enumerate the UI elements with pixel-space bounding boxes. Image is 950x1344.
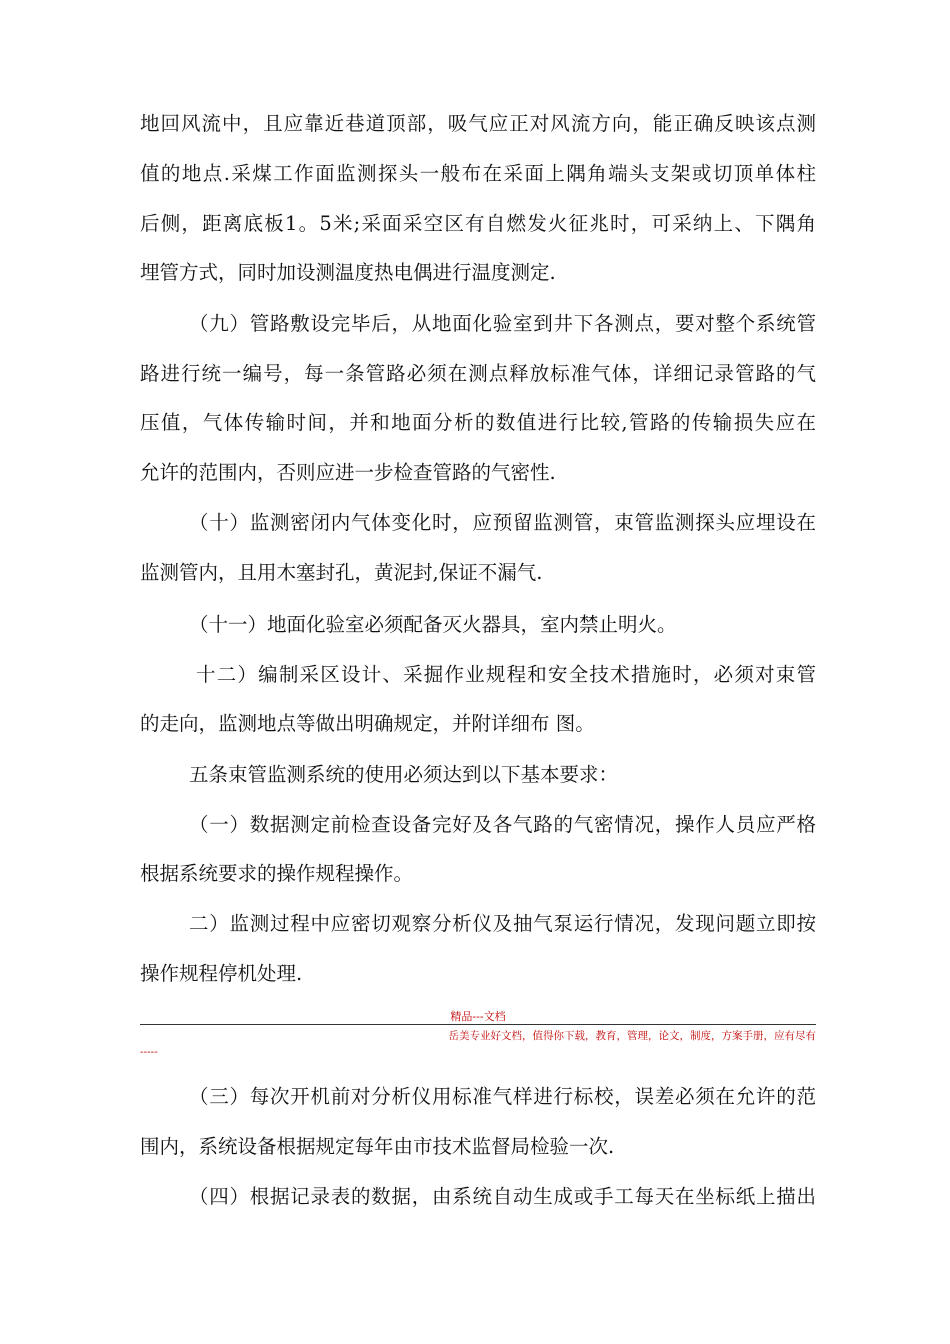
footer-divider bbox=[140, 1024, 816, 1025]
paragraph-line: 压值，气体传输时间，并和地面分析的数值进行比较,管路的传输损失应在 bbox=[140, 411, 816, 434]
paragraph-line: （一）数据测定前检查设备完好及各气路的气密情况，操作人员应严格 bbox=[189, 813, 816, 836]
paragraph-line: 围内，系统设备根据规定每年由市技术监督局检验一次. bbox=[140, 1135, 615, 1158]
paragraph-line: 的走向，监测地点等做出明确规定，并附详细布 图。 bbox=[140, 712, 595, 735]
paragraph-line: 值的地点.采煤工作面监测探头一般布在采面上隅角端头支架或切顶单体柱 bbox=[140, 162, 816, 185]
paragraph-line: 路进行统一编号，每一条管路必须在测点释放标准气体，详细记录管路的气 bbox=[140, 362, 816, 385]
paragraph-line: 允许的范围内，否则应进一步检查管路的气密性. bbox=[140, 461, 556, 484]
paragraph-line: 地回风流中，且应靠近巷道顶部，吸气应正对风流方向，能正确反映该点测 bbox=[140, 112, 816, 135]
paragraph-line: 操作规程停机处理. bbox=[140, 962, 303, 985]
paragraph-line: 二）监测过程中应密切观察分析仪及抽气泵运行情况，发现问题立即按 bbox=[189, 912, 816, 935]
paragraph-line: 后侧，距离底板1。5米;采面采空区有自燃发火征兆时，可采纳上、下隅角 bbox=[140, 212, 816, 235]
paragraph-line: （十）监测密闭内气体变化时，应预留监测管，束管监测探头应埋设在 bbox=[189, 511, 816, 534]
paragraph-line: 五条束管监测系统的使用必须达到以下基本要求： bbox=[189, 763, 619, 786]
paragraph-line: （三）每次开机前对分析仪用标准气样进行标校，误差必须在允许的范 bbox=[189, 1085, 816, 1108]
footer-note: 岳美专业好文档，值得你下载，教育，管理，论文，制度，方案手册，应有尽有 bbox=[448, 1030, 816, 1042]
paragraph-line: 根据系统要求的操作规程操作。 bbox=[140, 862, 414, 885]
paragraph-line: （四）根据记录表的数据，由系统自动生成或手工每天在坐标纸上描出 bbox=[189, 1185, 816, 1208]
footer-tail: ----- bbox=[140, 1046, 158, 1058]
paragraph-line: 十二）编制采区设计、采掘作业规程和安全技术措施时，必须对束管 bbox=[196, 663, 816, 686]
paragraph-line: （九）管路敷设完毕后，从地面化验室到井下各测点，要对整个系统管 bbox=[189, 312, 816, 335]
footer-title: 精品---文档 bbox=[450, 1010, 506, 1023]
paragraph-line: （十一）地面化验室必须配备灭火器具，室内禁止明火。 bbox=[189, 613, 677, 636]
paragraph-line: 埋管方式，同时加设测温度热电偶进行温度测定. bbox=[140, 261, 556, 284]
paragraph-line: 监测管内，且用木塞封孔，黄泥封,保证不漏气. bbox=[140, 561, 543, 584]
